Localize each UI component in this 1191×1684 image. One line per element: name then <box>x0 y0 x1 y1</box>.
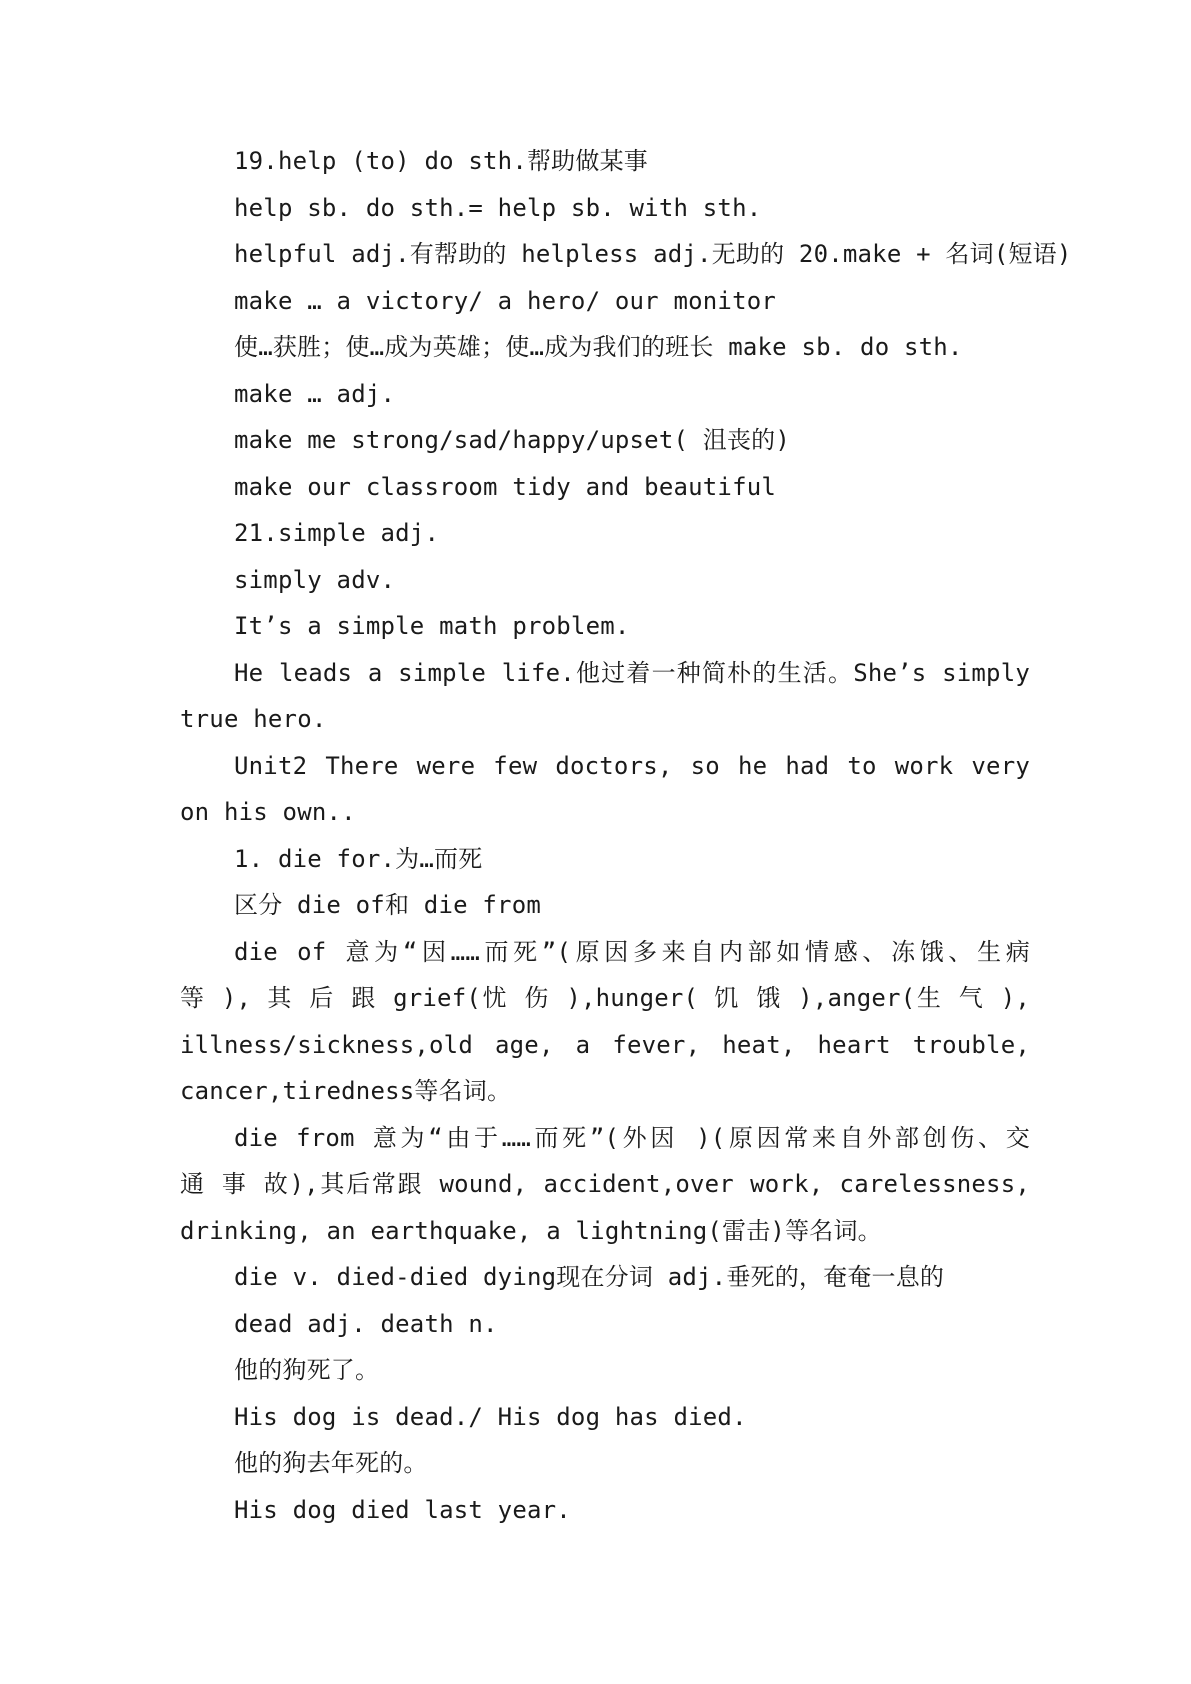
text-line: 等 ), 其 后 跟 grief(忧 伤 ),hunger( 饥 饿 ),anger(生 气 ), <box>180 984 1030 1012</box>
text-line: make me strong/sad/happy/upset( 沮丧的) <box>234 426 791 454</box>
text-line: make … adj. <box>234 379 396 408</box>
text-line: help sb. do sth.= help sb. with sth. <box>234 193 762 222</box>
text-line: make our classroom tidy and beautiful <box>234 472 777 501</box>
text-line: illness/sickness,old age, a fever, heat, heart trouble, <box>180 1030 1030 1059</box>
text-line: 他的狗死了。 <box>234 1356 380 1384</box>
text-line: His dog is dead./ His dog has died. <box>234 1402 747 1431</box>
text-line: simply adv. <box>234 565 396 594</box>
text-line: helpful adj.有帮助的 helpless adj.无助的 20.make + 名词(短语) <box>234 240 1072 268</box>
text-line: true hero. <box>180 705 327 733</box>
text-line: make … a victory/ a hero/ our monitor <box>234 286 777 315</box>
text-line: 通 事 故),其后常跟 wound, accident,over work, carelessness, <box>180 1170 1030 1198</box>
text-line: cancer,tiredness等名词。 <box>180 1077 512 1105</box>
text-line: 1. die for.为…而死 <box>234 844 483 873</box>
text-line: It’s a simple math problem. <box>234 612 630 640</box>
text-line: die v. died-died dying现在分词 adj.垂死的，奄奄一息的 <box>234 1263 945 1291</box>
text-line: 区分 die of和 die from <box>234 891 541 919</box>
text-line: drinking, an earthquake, a lightning(雷击)等名词。 <box>180 1216 882 1245</box>
text-line: 21.simple adj. <box>234 519 440 547</box>
text-line: die of 意为“因……而死”(原因多来自内部如情感、冻饿、生病 <box>234 937 1030 966</box>
document-body <box>180 138 1072 1533</box>
text-line: die from 意为“由于……而死”(外因 )(原因常来自外部创伤、交 <box>234 1123 1030 1152</box>
text-line: His dog died last year. <box>234 1495 571 1524</box>
text-line: 他的狗去年死的。 <box>234 1449 428 1477</box>
text-line: on his own.. <box>180 798 356 826</box>
text-line: dead adj. death n. <box>234 1309 498 1338</box>
text-line: Unit2 There were few doctors, so he had to work very <box>234 751 1030 780</box>
text-line: 使…获胜；使…成为英雄；使…成为我们的班长 make sb. do sth. <box>234 333 963 361</box>
text-line: He leads a simple life.他过着一种简朴的生活。She’s simply <box>234 658 1030 687</box>
text-line: 19.help (to) do sth.帮助做某事 <box>234 147 648 175</box>
